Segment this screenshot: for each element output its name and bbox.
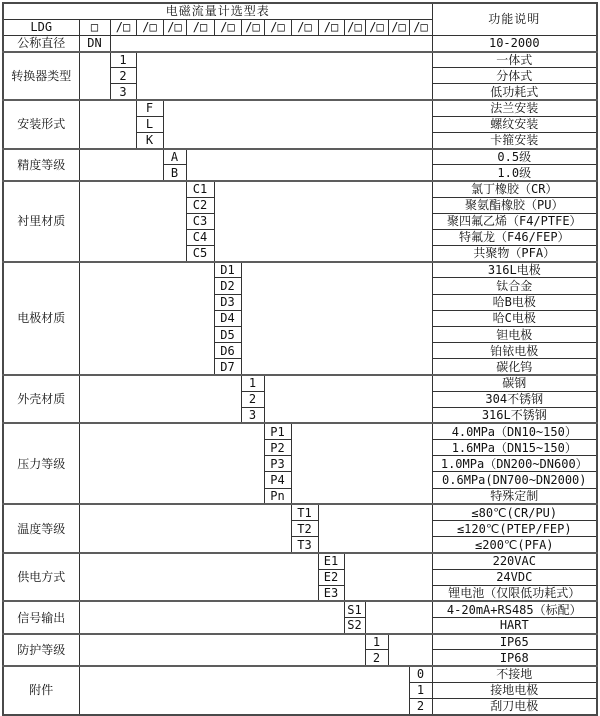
description-cell: 碳化钨 [432, 359, 597, 375]
description-cell: 低功耗式 [432, 84, 597, 100]
diameter-row [3, 35, 597, 51]
description-cell: 钛合金 [432, 278, 597, 294]
code-cell: L [136, 116, 163, 132]
description-cell: 316L电极 [432, 262, 597, 278]
empty-span [79, 149, 163, 181]
code-cell: D1 [214, 262, 241, 278]
category-label: 转换器类型 [3, 52, 79, 101]
description-cell: 24VDC [432, 569, 597, 585]
code-cell: P3 [264, 456, 291, 472]
code-cell: P4 [264, 472, 291, 488]
empty-span [136, 52, 432, 101]
description-cell: 特氟龙（F46/FEP） [432, 229, 597, 245]
code-cell: C3 [186, 213, 214, 229]
code-cell: T3 [291, 537, 318, 553]
empty-span [79, 634, 365, 666]
empty-span [365, 601, 432, 633]
code-cell: D7 [214, 359, 241, 375]
model-slot-box: /□ [186, 19, 214, 35]
description-cell: 锂电池（仅限低功耗式） [432, 585, 597, 601]
code-cell: 1 [241, 375, 264, 391]
model-slot-box: /□ [291, 19, 318, 35]
empty-span [79, 375, 241, 424]
code-cell: 2 [365, 650, 388, 666]
description-cell: 螺纹安装 [432, 116, 597, 132]
code-cell: D2 [214, 278, 241, 294]
description-cell: 分体式 [432, 68, 597, 84]
empty-span [79, 100, 136, 149]
code-cell: C2 [186, 197, 214, 213]
description-cell: IP68 [432, 650, 597, 666]
code-cell: 2 [409, 698, 432, 714]
description-cell: 共聚物（PFA） [432, 246, 597, 262]
empty-span [318, 504, 432, 553]
category-label: 压力等级 [3, 423, 79, 504]
code-cell: 1 [365, 634, 388, 650]
option-row [3, 149, 597, 165]
category-label: 温度等级 [3, 504, 79, 553]
description-cell: 10-2000 [432, 35, 597, 51]
description-cell: 一体式 [432, 52, 597, 68]
empty-span [79, 181, 186, 262]
code-cell: 3 [241, 407, 264, 423]
code-cell: E3 [318, 585, 344, 601]
empty-span [214, 181, 432, 262]
option-row [3, 52, 597, 68]
description-cell: 0.5级 [432, 149, 597, 165]
description-cell: 不接地 [432, 666, 597, 682]
code-cell: K [136, 132, 163, 148]
code-cell: A [163, 149, 186, 165]
code-cell: P2 [264, 440, 291, 456]
code-cell: Pn [264, 488, 291, 504]
function-column-header: 功能说明 [432, 3, 597, 35]
empty-span [241, 262, 432, 375]
code-cell: S1 [344, 601, 365, 617]
description-cell: 4-20mA+RS485（标配） [432, 601, 597, 617]
description-cell: 碳钢 [432, 375, 597, 391]
description-cell: 钽电极 [432, 326, 597, 342]
description-cell: 1.6MPa（DN15~150） [432, 440, 597, 456]
description-cell: 1.0级 [432, 165, 597, 181]
title-row [3, 3, 597, 19]
empty-span [79, 262, 214, 375]
code-cell: 2 [241, 391, 264, 407]
table-title: 电磁流量计选型表 [3, 3, 432, 19]
category-label: 精度等级 [3, 149, 79, 181]
code-cell: D6 [214, 343, 241, 359]
model-slot-box: /□ [214, 19, 241, 35]
description-cell: IP65 [432, 634, 597, 650]
model-slot-box: /□ [241, 19, 264, 35]
description-cell: 氯丁橡胶（CR） [432, 181, 597, 197]
description-cell: 316L不锈钢 [432, 407, 597, 423]
code-cell: B [163, 165, 186, 181]
description-cell: 220VAC [432, 553, 597, 569]
code-cell: P1 [264, 423, 291, 439]
description-cell: 哈B电极 [432, 294, 597, 310]
option-row [3, 375, 597, 391]
model-slot-box: /□ [136, 19, 163, 35]
description-cell: 特殊定制 [432, 488, 597, 504]
description-cell: 聚四氟乙烯（F4/PTFE） [432, 213, 597, 229]
code-cell: D5 [214, 326, 241, 342]
description-cell: 法兰安装 [432, 100, 597, 116]
code-cell: 1 [110, 52, 136, 68]
code-cell: E1 [318, 553, 344, 569]
model-prefix-label: LDG [3, 19, 79, 35]
empty-span [79, 666, 409, 715]
code-cell: 0 [409, 666, 432, 682]
category-label: 外壳材质 [3, 375, 79, 424]
empty-span [163, 100, 432, 149]
category-label: 附件 [3, 666, 79, 715]
code-cell: D3 [214, 294, 241, 310]
option-row [3, 553, 597, 569]
empty-span [110, 35, 432, 51]
empty-span [79, 553, 318, 602]
description-cell: 聚氨酯橡胶（PU） [432, 197, 597, 213]
empty-span [291, 423, 432, 504]
description-cell: 0.6MPa(DN700~DN2000) [432, 472, 597, 488]
description-cell: 刮刀电极 [432, 698, 597, 714]
option-row [3, 181, 597, 197]
description-cell: 304不锈钢 [432, 391, 597, 407]
selection-table [2, 2, 598, 716]
description-cell: 铂铱电极 [432, 343, 597, 359]
description-cell: ≤80℃(CR/PU) [432, 504, 597, 520]
model-base-box: □ [79, 19, 110, 35]
code-cell: C4 [186, 229, 214, 245]
code-cell: T1 [291, 504, 318, 520]
description-cell: HART [432, 618, 597, 634]
code-cell: S2 [344, 618, 365, 634]
model-slot-box: /□ [163, 19, 186, 35]
empty-span [79, 601, 344, 633]
description-cell: 卡箍安装 [432, 132, 597, 148]
description-cell: ≤120℃(PTEP/FEP) [432, 521, 597, 537]
empty-span [186, 149, 432, 181]
model-slot-box: /□ [409, 19, 432, 35]
code-cell: DN [79, 35, 110, 51]
empty-span [388, 634, 432, 666]
category-label: 衬里材质 [3, 181, 79, 262]
code-cell: C5 [186, 246, 214, 262]
empty-span [79, 423, 264, 504]
code-cell: 1 [409, 682, 432, 698]
empty-span [79, 504, 291, 553]
code-cell: E2 [318, 569, 344, 585]
category-label: 信号输出 [3, 601, 79, 633]
model-slot-box: /□ [318, 19, 344, 35]
category-label: 安装形式 [3, 100, 79, 149]
option-row [3, 634, 597, 650]
option-row [3, 262, 597, 278]
empty-span [79, 52, 110, 101]
model-slot-box: /□ [264, 19, 291, 35]
code-cell: 2 [110, 68, 136, 84]
option-row [3, 601, 597, 617]
category-label: 防护等级 [3, 634, 79, 666]
code-cell: 3 [110, 84, 136, 100]
category-label: 电极材质 [3, 262, 79, 375]
code-cell: T2 [291, 521, 318, 537]
category-label: 公称直径 [3, 35, 79, 51]
model-slot-box: /□ [344, 19, 365, 35]
description-cell: 哈C电极 [432, 310, 597, 326]
option-row [3, 666, 597, 682]
model-slot-box: /□ [110, 19, 136, 35]
option-row [3, 423, 597, 439]
option-row [3, 100, 597, 116]
description-cell: 1.0MPa（DN200~DN600） [432, 456, 597, 472]
description-cell: 接地电极 [432, 682, 597, 698]
model-slot-box: /□ [365, 19, 388, 35]
model-slot-box: /□ [388, 19, 409, 35]
code-cell: F [136, 100, 163, 116]
category-label: 供电方式 [3, 553, 79, 602]
description-cell: 4.0MPa（DN10~150） [432, 423, 597, 439]
description-cell: ≤200℃(PFA) [432, 537, 597, 553]
code-cell: C1 [186, 181, 214, 197]
option-row [3, 504, 597, 520]
empty-span [344, 553, 432, 602]
empty-span [264, 375, 432, 424]
code-cell: D4 [214, 310, 241, 326]
